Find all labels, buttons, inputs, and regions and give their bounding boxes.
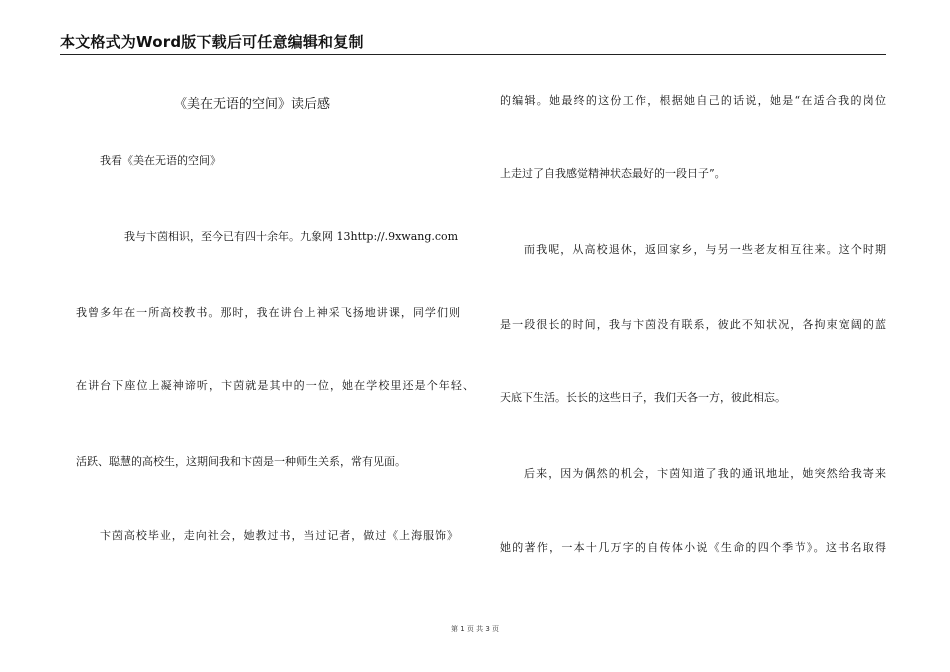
paragraph-line: 天底下生活。长长的这些日子，我们天各一方，彼此相忘。 (500, 391, 786, 404)
paragraph-line: 是一段很长的时间，我与卞茵没有联系，彼此不知状况，各拘束宽阔的蓝 (500, 318, 886, 331)
paragraph-line: 她的著作，一本十几万字的自传体小说《生命的四个季节》。这书名取得 (500, 541, 886, 554)
paragraph-line: 后来，因为偶然的机会，卞茵知道了我的通讯地址，她突然给我寄来 (524, 467, 886, 480)
paragraph-line: 活跃、聪慧的高校生，这期间我和卞茵是一种师生关系，常有见面。 (76, 455, 406, 468)
paragraph-line: 的编辑。她最终的这份工作，根据她自己的话说，她是“在适合我的岗位 (500, 94, 886, 107)
paragraph-line: 我看《美在无语的空间》 (100, 154, 221, 167)
paragraph-line: 卞茵高校毕业，走向社会，她教过书，当过记者，做过《上海服饰》 (100, 529, 458, 542)
paragraph-line: 上走过了自我感觉精神状态最好的一段日子”。 (500, 167, 726, 180)
header-rule (60, 54, 886, 55)
document-title: 《美在无语的空间》读后感 (174, 97, 331, 112)
paragraph-line: 而我呢，从高校退休，返回家乡，与另一些老友相互往来。这个时期 (524, 243, 886, 256)
paragraph-line: 在讲台下座位上凝神谛听，卞茵就是其中的一位，她在学校里还是个年轻、 (76, 379, 474, 392)
download-banner: 本文格式为Word版下载后可任意编辑和复制 (60, 33, 364, 51)
paragraph-line: 我曾多年在一所高校教书。那时，我在讲台上神采飞扬地讲课，同学们则 (76, 306, 460, 319)
page-number: 第 1 页 共 3 页 (450, 625, 500, 633)
paragraph-line: 我与卞茵相识，至今已有四十余年。九象网 13http://.9xwang.com (124, 230, 459, 243)
